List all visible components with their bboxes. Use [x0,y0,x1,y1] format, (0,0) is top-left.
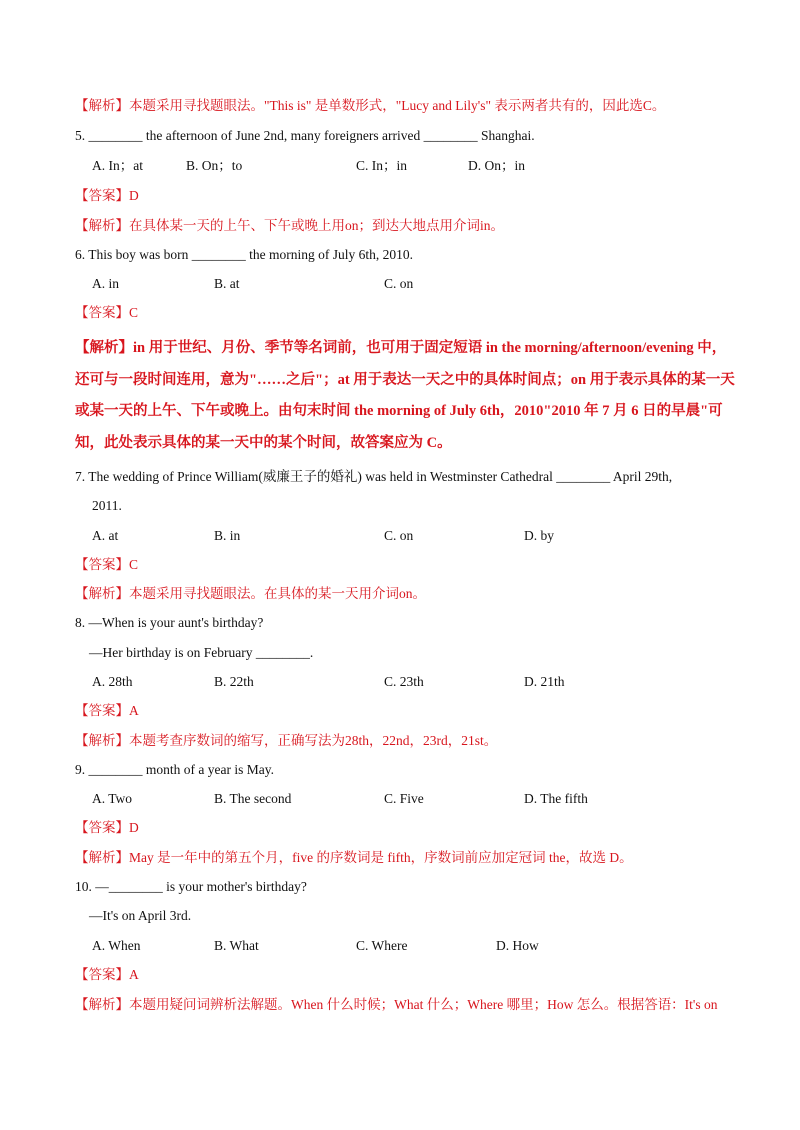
option-d: D. How [496,938,539,953]
option-a: A. In；at [92,158,143,173]
option-a: A. When [92,938,141,953]
option-c: C. 23th [384,674,424,689]
option-c: C. Where [356,938,408,953]
question-7-analysis: 【解析】本题采用寻找题眼法。在具体的某一天用介词on。 [75,586,426,601]
question-5-answer: 【答案】D [75,188,139,203]
question-10-stem: 10. —________ is your mother's birthday? [75,879,307,894]
option-a: A. 28th [92,674,133,689]
question-9-answer: 【答案】D [75,820,139,835]
question-7-answer: 【答案】C [75,557,139,572]
option-b: B. The second [214,791,292,806]
question-10-stem-cont: —It's on April 3rd. [89,908,192,923]
question-5-analysis: 【解析】在具体某一天的上午、下午或晚上用on；到达大地点用介词in。 [75,218,504,233]
question-8-stem-cont: —Her birthday is on February ________. [89,645,314,660]
question-8-answer: 【答案】A [75,703,139,718]
question-9-analysis: 【解析】May 是一年中的第五个月，five 的序数词是 fifth，序数词前应加定冠词 the，故选 D。 [75,850,633,865]
option-c: C. In；in [356,158,408,173]
question-6-analysis: 【解析】in 用于世纪、月份、季节等名词前，也可用于固定短语 in the morning/afternoon/evening 中，还可与一段时间连用，意为"……之后"；at 用于表达一天之中的具体时间点；on 用于表示具体的某一天或某一天的上午、下午或晚上。由句末时间 the morning of July 6th，2010"2010 年 7 月 6 日的早晨"可知，此处表示具体的某一天中的某个时间，故答案应为 C。 [75,340,735,451]
question-7-stem-cont: 2011. [92,498,122,513]
question-6-stem: 6. This boy was born ________ the morning of July 6th, 2010. [75,247,413,262]
option-c: C. Five [384,791,424,806]
option-a: A. Two [92,791,133,806]
question-5-stem: 5. ________ the afternoon of June 2nd, many foreigners arrived ________ Shanghai. [75,128,535,143]
prev-analysis: 【解析】本题采用寻找题眼法。"This is" 是单数形式，"Lucy and Lily's" 表示两者共有的，因此选C。 [75,98,666,113]
option-d: D. by [524,528,554,543]
question-6-answer: 【答案】C [75,305,139,320]
option-d: D. The fifth [524,791,588,806]
question-8-analysis: 【解析】本题考查序数词的缩写，正确写法为28th，22nd，23rd，21st。 [75,733,498,748]
option-b: B. in [214,528,241,543]
question-10-analysis: 【解析】本题用疑问词辨析法解题。When 什么时候；What 什么；Where 哪里；How 怎么。根据答语：It's on [75,997,718,1012]
question-9-stem: 9. ________ month of a year is May. [75,762,274,777]
option-d: D. 21th [524,674,565,689]
option-b: B. at [214,276,240,291]
question-8-stem: 8. —When is your aunt's birthday? [75,615,264,630]
option-b: B. 22th [214,674,254,689]
option-b: B. What [214,938,259,953]
option-d: D. On；in [468,158,525,173]
option-b: B. On；to [186,158,243,173]
question-7-stem: 7. The wedding of Prince William(威廉王子的婚礼) was held in Westminster Cathedral ________ April 29th, [75,469,673,484]
option-c: C. on [384,276,414,291]
question-10-answer: 【答案】A [75,967,139,982]
option-a: A. at [92,528,119,543]
option-c: C. on [384,528,414,543]
option-a: A. in [92,276,119,291]
